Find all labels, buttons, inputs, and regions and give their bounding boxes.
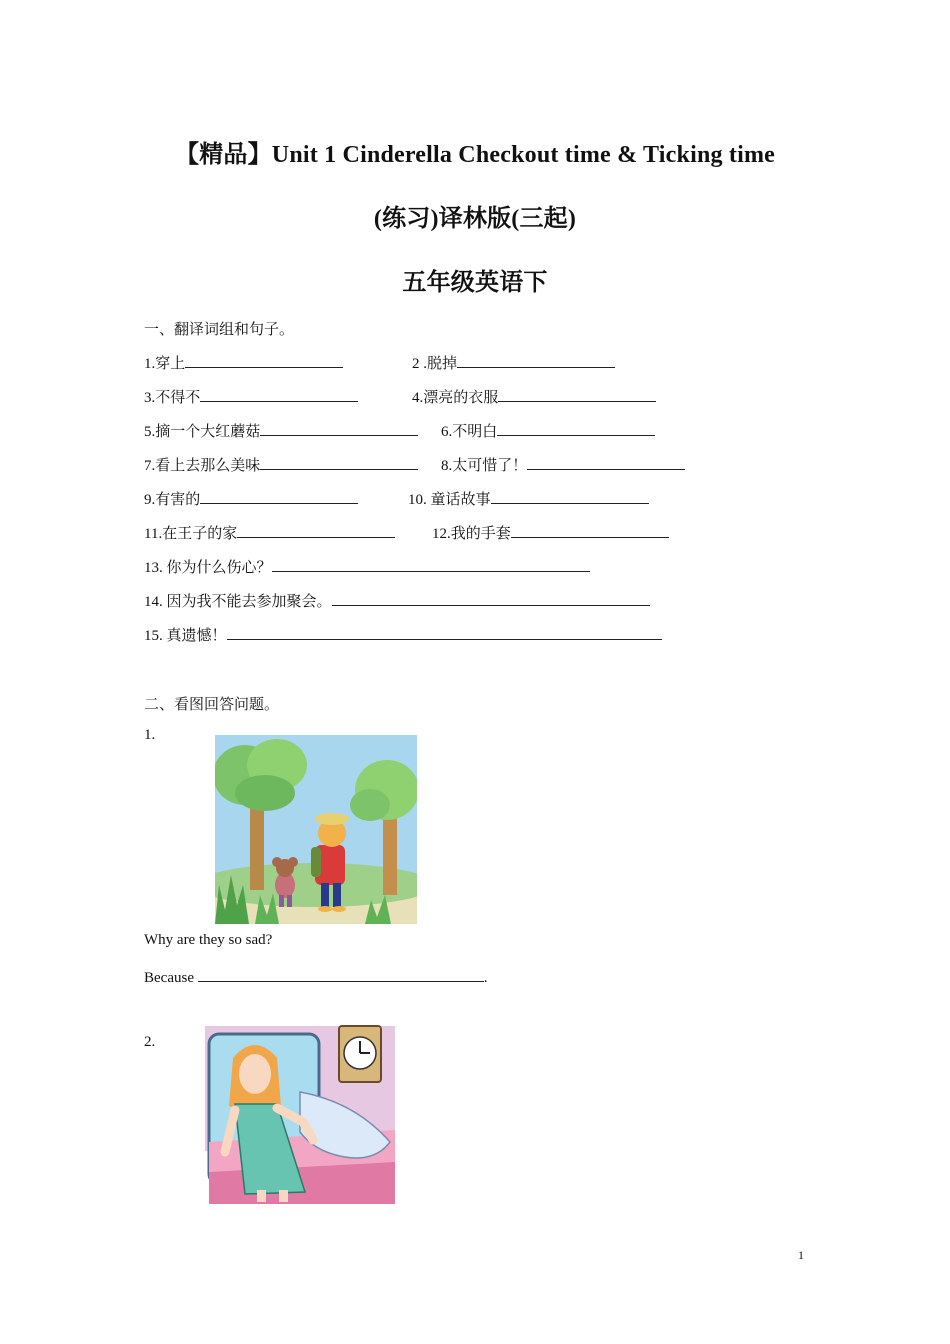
answer-blank[interactable] <box>498 386 656 402</box>
answer-blank[interactable] <box>227 624 662 640</box>
page-subtitle: (练习)译林版(三起) <box>373 206 577 232</box>
exercise-row <box>144 624 662 645</box>
exercise-item <box>441 454 685 475</box>
answer-blank[interactable] <box>185 352 343 368</box>
answer-blank[interactable] <box>272 556 590 572</box>
exercise-item <box>412 352 615 373</box>
answer-prefix: Because <box>144 970 194 986</box>
exercise-label: 13. 你为什么伤心？ <box>144 560 272 576</box>
answer-blank[interactable] <box>491 488 649 504</box>
exercise-item <box>408 488 649 509</box>
exercise-label: 7.看上去那么美味 <box>144 458 261 474</box>
exercise-item <box>144 352 343 373</box>
page-title: 【精品】Unit 1 Cinderella Checkout time & Ticking time <box>175 142 775 168</box>
exercise-label: 8.太可惜了！ <box>441 458 528 474</box>
exercise-label: 3.不得不 <box>144 390 201 406</box>
exercise-label: 6.不明白 <box>441 424 498 440</box>
exercise-row <box>144 590 650 611</box>
section-1-heading: 一、翻译词组和句子。 <box>144 322 295 338</box>
answer-blank[interactable] <box>457 352 615 368</box>
exercise-label: 4.漂亮的衣服 <box>412 390 499 406</box>
exercise-label: 1.穿上 <box>144 356 186 372</box>
exercise-item <box>144 522 395 543</box>
exercise-row <box>144 556 590 577</box>
exercise-item <box>412 386 656 407</box>
answer-blank[interactable] <box>511 522 669 538</box>
answer-blank[interactable] <box>497 420 655 436</box>
section-2-heading: 二、看图回答问题。 <box>144 697 280 713</box>
exercise-item <box>432 522 669 543</box>
exercise-label: 5.摘一个大红蘑菇 <box>144 424 261 440</box>
exercise-item <box>144 420 418 441</box>
bedroom-scene-image <box>205 1022 395 1204</box>
answer-blank[interactable] <box>198 966 484 982</box>
exercise-label: 2 .脱掉 <box>412 356 458 372</box>
answer-blank[interactable] <box>260 454 418 470</box>
page-number: 1 <box>798 1248 804 1262</box>
exercise-label: 12.我的手套 <box>432 526 511 542</box>
exercise-item <box>144 454 418 475</box>
answer-blank[interactable] <box>527 454 685 470</box>
exercise-label: 15. 真遗憾！ <box>144 628 227 644</box>
answer-blank[interactable] <box>260 420 418 436</box>
question-1-answer-row <box>144 966 487 987</box>
grade-title: 五年级英语下 <box>402 270 548 296</box>
answer-blank[interactable] <box>332 590 650 606</box>
answer-blank[interactable] <box>200 488 358 504</box>
answer-suffix: . <box>483 970 488 986</box>
exercise-item <box>144 488 358 509</box>
answer-blank[interactable] <box>237 522 395 538</box>
exercise-label: 14. 因为我不能去参加聚会。 <box>144 594 332 610</box>
answer-blank[interactable] <box>200 386 358 402</box>
question-1-text: Why are they so sad? <box>144 932 273 948</box>
question-1-number: 1. <box>144 727 156 743</box>
exercise-label: 11.在王子的家 <box>144 526 238 542</box>
forest-scene-image <box>215 735 417 924</box>
exercise-item <box>144 386 358 407</box>
exercise-item <box>441 420 655 441</box>
question-2-number: 2. <box>144 1034 156 1050</box>
exercise-label: 9.有害的 <box>144 492 201 508</box>
exercise-label: 10. 童话故事 <box>408 492 491 508</box>
